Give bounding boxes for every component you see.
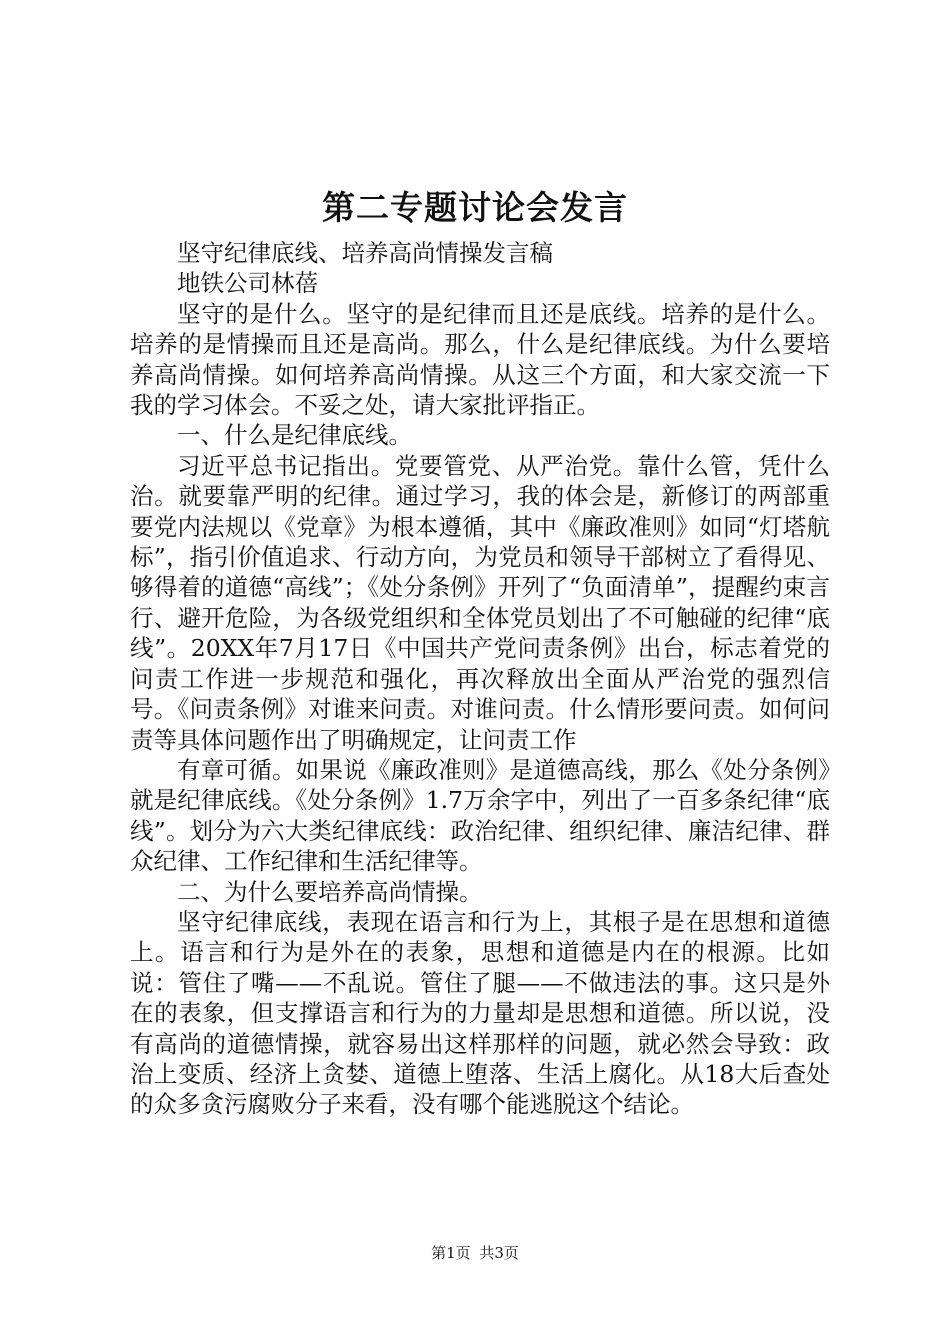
page-number: 第1页 bbox=[431, 1244, 471, 1262]
document-title: 第二专题讨论会发言 bbox=[322, 188, 628, 227]
body-paragraph-3: 坚守纪律底线，表现在语言和行为上，其根子是在思想和道德上。语言和行为是外在的表象，思想和道德是内在的根源。比如说：管住了嘴——不乱说。管住了腿——不做违法的事。这只是外在的表象，但支撑语言和行为的力量却是思想和道德。所以说，没有高尚的道德情操，就容易出这样那样的问题，就必然会导致：政治上变质、经济上贪婪、道德上堕落、生活上腐化。从18大后查处的众多贪污腐败分子来看，没有哪个能逃脱这个结论。 bbox=[130, 907, 830, 1119]
intro-paragraph: 坚守的是什么。坚守的是纪律而且还是底线。培养的是什么。培养的是情操而且还是高尚。那么，什么是纪律底线。为什么要培养高尚情操。如何培养高尚情操。从这三个方面，和大家交流一下我的学习体会。不妥之处，请大家批评指正。 bbox=[130, 299, 830, 420]
page-footer bbox=[0, 1243, 950, 1263]
body-paragraph-2: 有章可循。如果说《廉政准则》是道德高线，那么《处分条例》就是纪律底线。《处分条例》1.7万余字中，列出了一百多条纪律“底线”。划分为六大类纪律底线：政治纪律、组织纪律、廉洁纪律、群众纪律、工作纪律和生活纪律等。 bbox=[130, 755, 830, 876]
body-paragraph-1: 习近平总书记指出。党要管党、从严治党。靠什么管，凭什么治。就要靠严明的纪律。通过学习，我的体会是，新修订的两部重要党内法规以《党章》为根本遵循，其中《廉政准则》如同“灯塔航标”，指引价值追求、行动方向，为党员和领导干部树立了看得见、够得着的道德“高线”；《处分条例》开列了“负面清单”，提醒约束言行、避开危险，为各级党组织和全体党员划出了不可触碰的纪律“底线”。20XX年7月17日《中国共产党问责条例》出台，标志着党的问责工作进一步规范和强化，再次释放出全面从严治党的强烈信号。《问责条例》对谁来问责。对谁问责。什么情形要问责。如何问责等具体问题作出了明确规定，让问责工作 bbox=[130, 451, 830, 754]
page-total: 共3页 bbox=[479, 1244, 519, 1262]
section-heading-1: 一、什么是纪律底线。 bbox=[177, 421, 412, 450]
speech-subtitle: 坚守纪律底线、培养高尚情操发言稿 bbox=[177, 239, 553, 267]
document-body bbox=[130, 238, 830, 1120]
section-heading-2: 二、为什么要培养高尚情操。 bbox=[177, 877, 483, 906]
speaker-line: 地铁公司林蓓 bbox=[177, 269, 318, 298]
